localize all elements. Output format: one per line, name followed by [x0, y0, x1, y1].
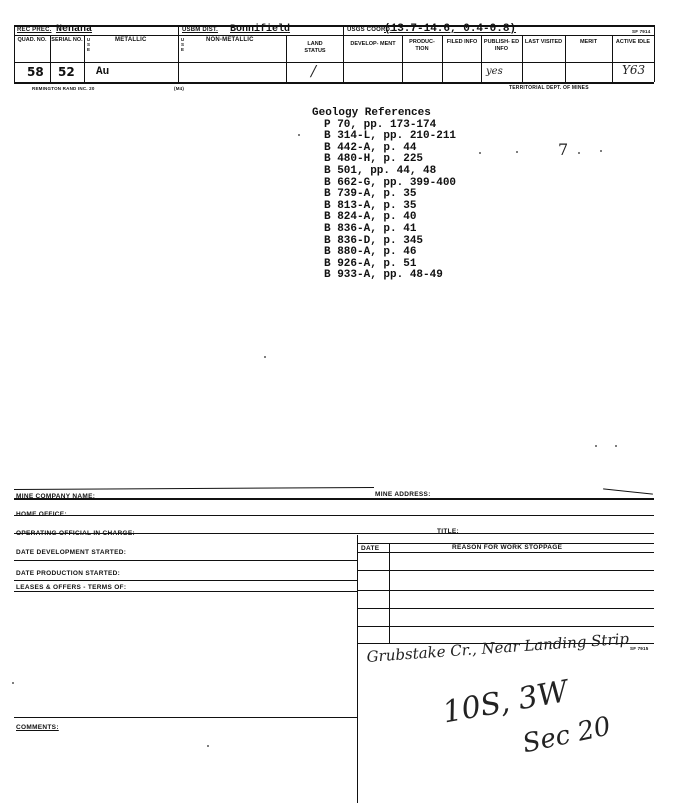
date-production-label: DATE PRODUCTION STARTED:	[16, 570, 121, 577]
usbm-dist-value: Bonnifield	[230, 24, 291, 35]
filed-info-label: FILED INFO	[446, 39, 478, 45]
metallic-value: Au	[96, 66, 110, 78]
printer-code: (M4)	[174, 86, 185, 91]
reference-item: B 501, pp. 44, 48	[324, 164, 437, 177]
usgs-coord-value: (13.7-14.6, 0.4-0.8)	[384, 23, 517, 35]
handwritten-section-note: Sec 20	[520, 711, 614, 760]
mine-address-label: MINE ADDRESS:	[375, 491, 431, 498]
serial-no-label: SERIAL NO.	[51, 37, 83, 43]
date-column-label: DATE	[361, 545, 380, 552]
reference-item: B 824-A, p. 40	[324, 211, 417, 224]
serial-no-value: 52	[58, 65, 75, 79]
reference-item: B 662-G, pp. 399-400	[324, 176, 457, 189]
reason-column-label: REASON FOR WORK STOPPAGE	[452, 544, 563, 551]
non-metallic-label: NON-METALLIC	[206, 37, 254, 43]
dept-note: TERRITORIAL DEPT. OF MINES	[509, 85, 589, 91]
use-label-metallic: U S E	[86, 37, 91, 52]
form-number-top: SF 7914	[632, 29, 651, 34]
rec-prec-label: REC PREC.	[17, 27, 52, 33]
land-status-value: /	[311, 62, 317, 80]
last-visited-label: LAST VISITED	[524, 39, 563, 45]
date-development-label: DATE DEVELOPMENT STARTED:	[16, 549, 127, 556]
handwritten-township-note: 10S, 3W	[440, 674, 571, 731]
printer-note: REMINGTON RAND INC. 20	[32, 86, 95, 91]
operating-official-label: OPERATING OFFICIAL IN CHARGE:	[16, 530, 135, 537]
quad-no-label: QUAD. NO.	[17, 37, 47, 43]
development-label: DEVELOP- MENT	[350, 41, 396, 47]
reference-item: B 933-A, pp. 48-49	[324, 269, 443, 282]
published-info-value: yes	[486, 66, 503, 77]
mine-company-name-label: MINE COMPANY NAME:	[16, 493, 96, 500]
reference-item: B 813-A, p. 35	[324, 199, 417, 212]
active-idle-value: Y63	[622, 63, 646, 77]
handwritten-location-note: Grubstake Cr., Near Landing Strip	[366, 629, 630, 666]
production-label: PRODUC- TION	[409, 39, 435, 52]
geology-references	[312, 108, 456, 282]
reference-item: B 442-A, p. 44	[324, 141, 417, 154]
reference-item: B 739-A, p. 35	[324, 188, 417, 201]
title-label: TITLE:	[437, 528, 460, 535]
land-status-label: LAND STATUS	[304, 41, 326, 54]
leases-label: LEASES & OFFERS - TERMS OF:	[16, 584, 127, 591]
side-mark: 7	[558, 140, 569, 159]
use-label-nonmetallic: U S E	[180, 37, 185, 52]
home-office-label: HOME OFFICE:	[16, 511, 67, 518]
reference-item: B 836-D, p. 345	[324, 234, 424, 247]
active-idle-label: ACTIVE IDLE	[615, 39, 651, 45]
reference-item: P 70, pp. 173-174	[324, 118, 437, 131]
comments-label: COMMENTS:	[16, 724, 59, 731]
form-number-bottom: SF 7915	[630, 646, 649, 651]
merit-label: MERIT	[579, 39, 598, 45]
quad-no-value: 58	[27, 65, 44, 79]
references-title: Geology References	[312, 107, 431, 119]
metallic-label: METALLIC	[115, 37, 147, 43]
reference-item: B 926-A, p. 51	[324, 257, 417, 270]
reference-item: B 880-A, p. 46	[324, 246, 417, 259]
published-info-label: PUBLISH- ED INFO	[483, 39, 520, 52]
usgs-coord-label: USGS COORD.	[347, 27, 392, 33]
reference-item: B 314-L, pp. 210-211	[324, 130, 457, 143]
rec-prec-value: Nenana	[56, 24, 93, 35]
reference-item: B 480-H, p. 225	[324, 153, 424, 166]
usbm-dist-label: USBM DIST.	[182, 27, 219, 33]
reference-item: B 836-A, p. 41	[324, 222, 417, 235]
